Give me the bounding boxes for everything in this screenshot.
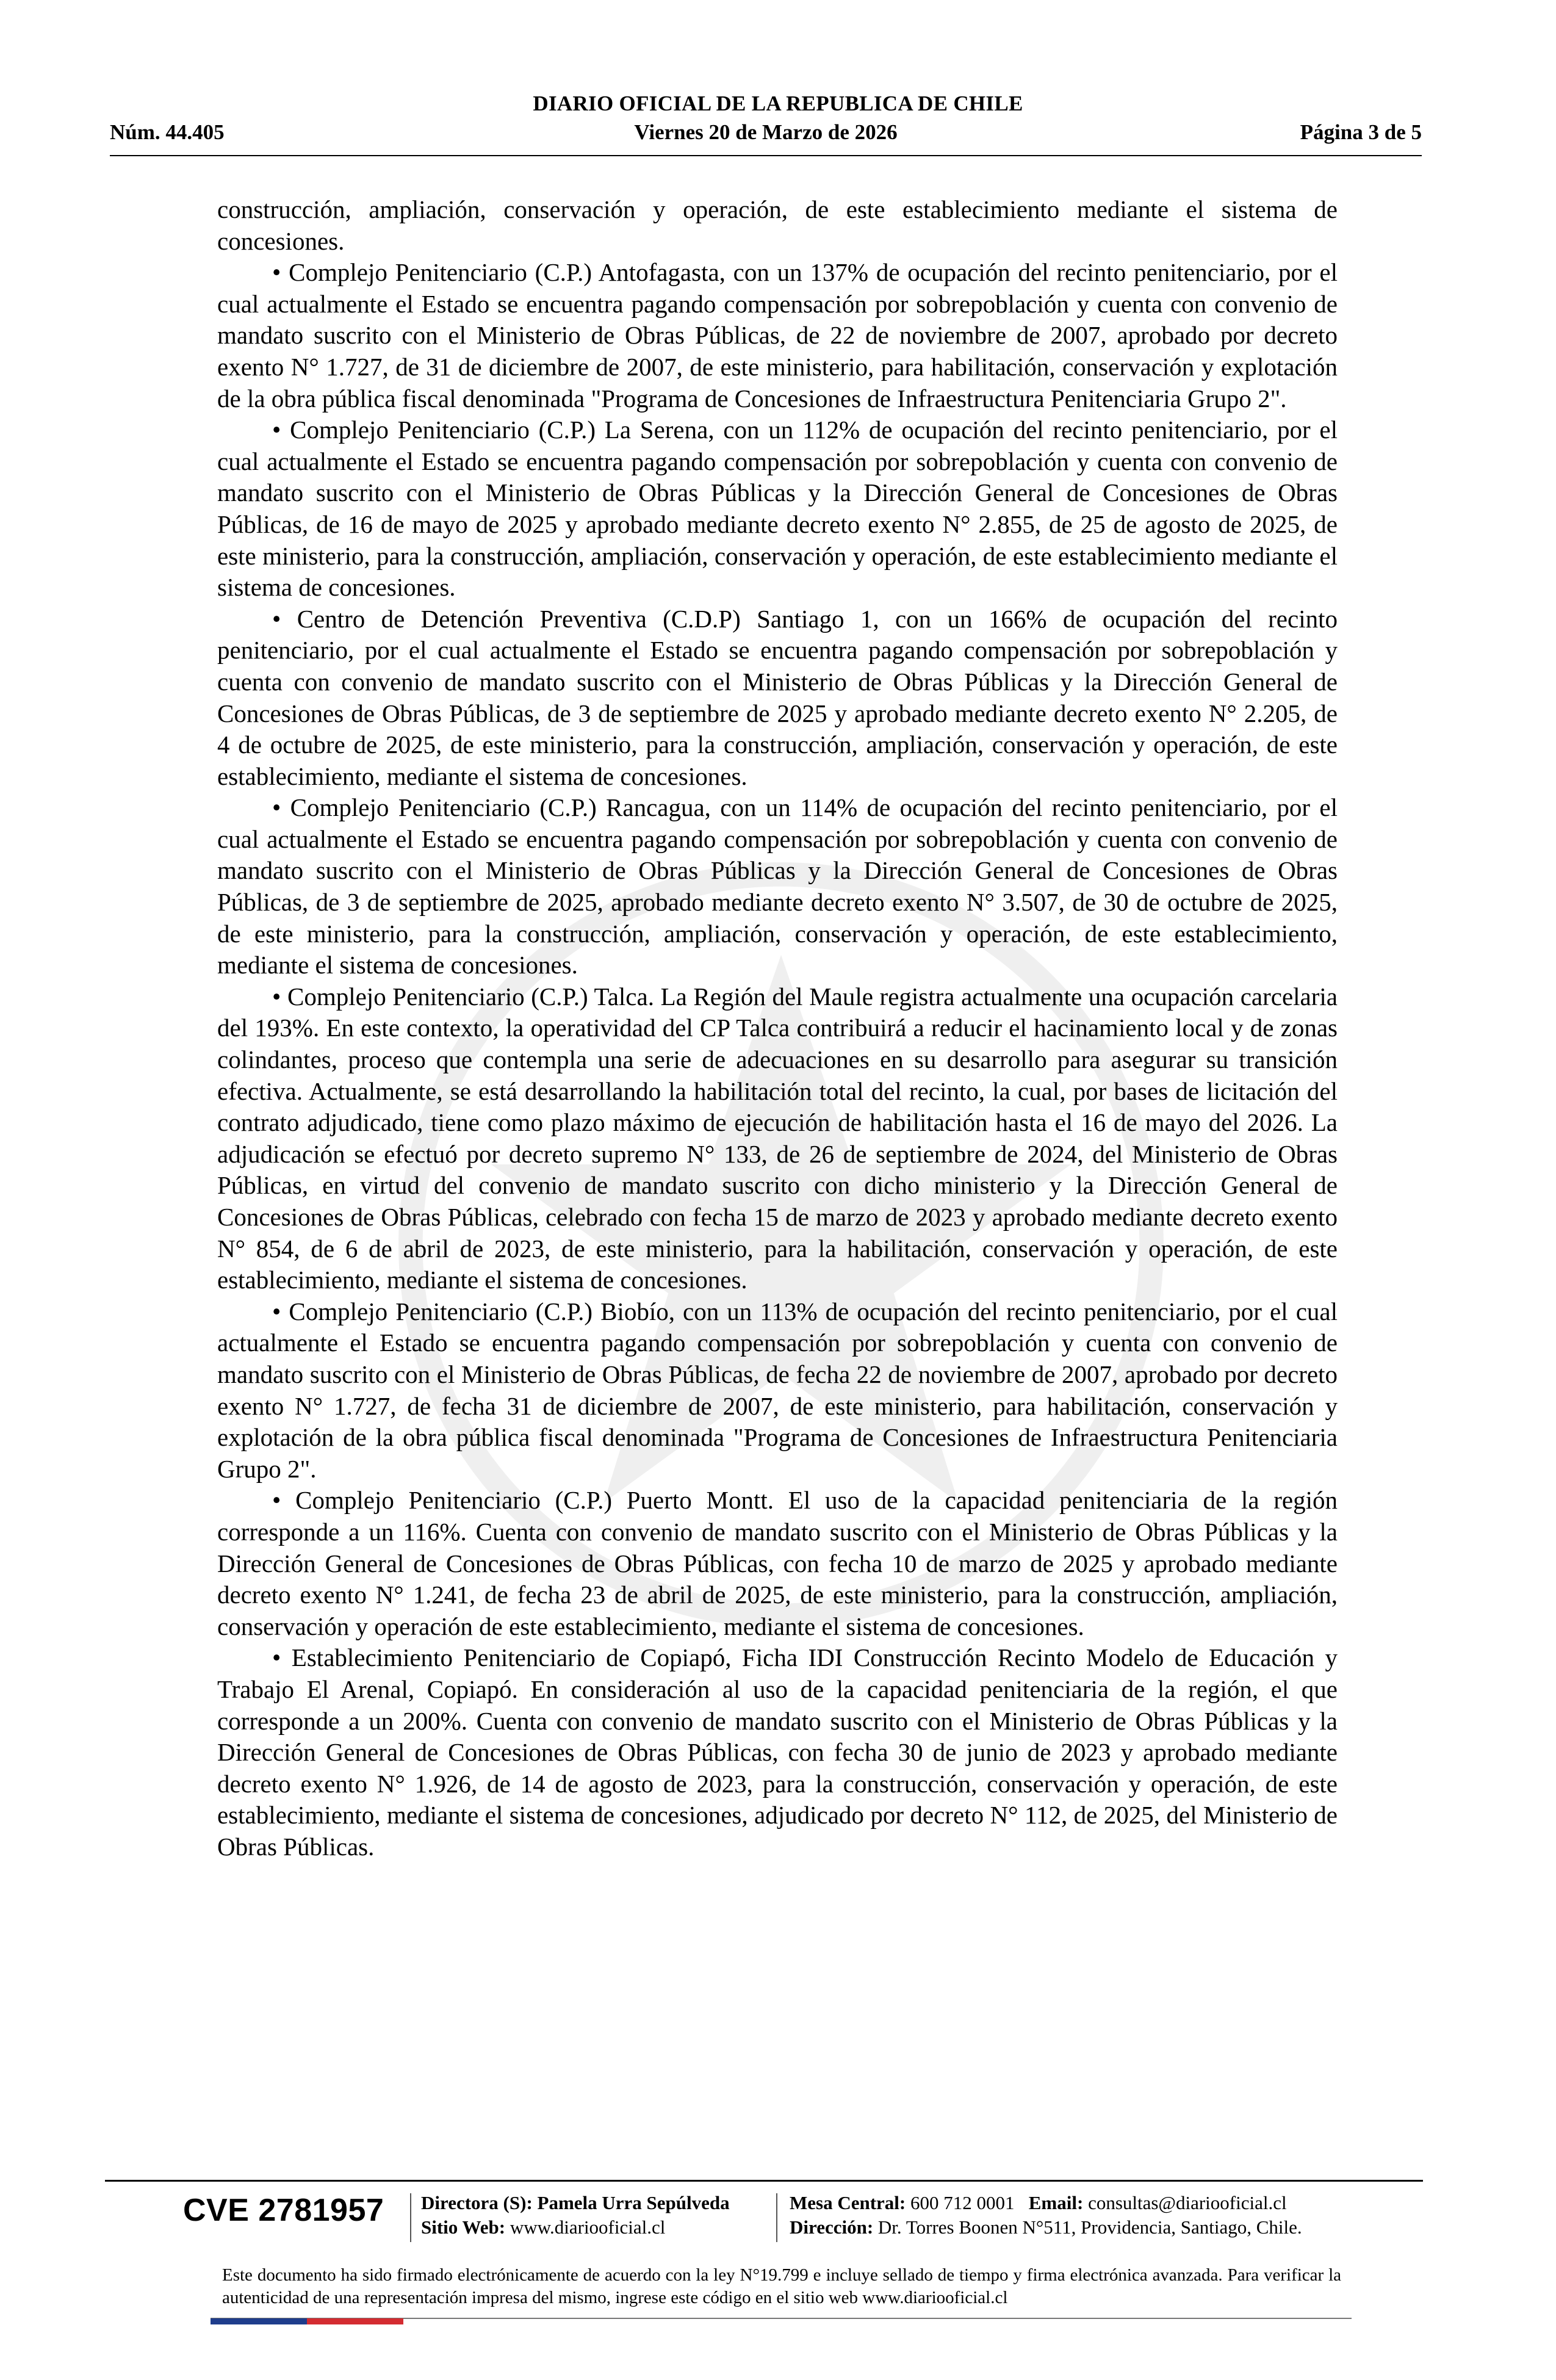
page-indicator: Página 3 de 5 (1300, 120, 1422, 144)
phone-number: 600 712 0001 (910, 2192, 1015, 2213)
legal-notice: Este documento ha sido firmado electrónicamente de acuerdo con la ley N°19.799 e incluye sellado de tiempo y firma electrónica avanzada. Para verificar la autenticidad de una representación impresa del mismo, ingrese este código en el sitio web www.diariooficial.cl (222, 2265, 1341, 2307)
email-link[interactable]: consultas@diariooficial.cl (1088, 2192, 1287, 2213)
list-item-talca: • Complejo Penitenciario (C.P.) Talca. La Región del Maule registra actualmente una ocupación carcelaria del 193%. En este contexto, la operatividad del CP Talca contribuirá a reducir el hacinamiento local y de zonas colindantes, proceso que contempla una serie de adecuaciones en su desarrollo para asegurar su transición efectiva. Actualmente, se está desarrollando la habilitación total del recinto, la cual, por bases de licitación del contrato adjudicado, tiene como plazo máximo de ejecución de habilitación hasta el 16 de mayo del 2026. La adjudicación se efectuó por decreto supremo N° 133, de 26 de septiembre de 2024, del Ministerio de Obras Públicas, en virtud del convenio de mandato suscrito con dicho ministerio y la Dirección General de Concesiones de Obras Públicas, celebrado con fecha 15 de marzo de 2023 y aprobado mediante decreto exento N° 854, de 6 de abril de 2023, de este ministerio, para la habilitación, conservación y operación, de este establecimiento, mediante el sistema de concesiones. (217, 982, 1338, 1294)
paragraph-continuation: construcción, ampliación, conservación y operación, de este establecimiento mediante el sistema de concesiones. (217, 195, 1338, 255)
list-item-biobio: • Complejo Penitenciario (C.P.) Biobío, con un 113% de ocupación del recinto penitenciario, por el cual actualmente el Estado se encuentra pagando compensación por sobrepoblación y cuenta con convenio de mandato suscrito con el Ministerio de Obras Públicas, de fecha 22 de noviembre de 2007, aprobado por decreto exento N° 1.727, de fecha 31 de diciembre de 2007, de este ministerio, para habilitación, conservación y explotación de la obra pública fiscal denominada "Programa de Concesiones de Infraestructura Penitenciaria Grupo 2". (217, 1297, 1338, 1483)
cve-code: CVE 2781957 (183, 2193, 384, 2228)
director-label: Directora (S): (421, 2192, 533, 2213)
list-item-santiago-1: • Centro de Detención Preventiva (C.D.P) Santiago 1, con un 166% de ocupación del recinto penitenciario, por el cual actualmente el Estado se encuentra pagando compensación por sobrepoblación y cuenta con convenio de mandato suscrito con el Ministerio de Obras Públicas y la Dirección General de Concesiones de Obras Públicas, de 3 de septiembre de 2025 y aprobado mediante decreto exento N° 2.205, de 4 de octubre de 2025, de este ministerio, para la construcción, ampliación, conservación y operación, de este establecimiento, mediante el sistema de concesiones. (217, 604, 1338, 790)
site-label: Sitio Web: (421, 2216, 506, 2238)
list-item-antofagasta: • Complejo Penitenciario (C.P.) Antofagasta, con un 137% de ocupación del recinto penitenciario, por el cual actualmente el Estado se encuentra pagando compensación por sobrepoblación y cuenta con convenio de mandato suscrito con el Ministerio de Obras Públicas, de 22 de noviembre de 2007, aprobado por decreto exento N° 1.727, de 31 de diciembre de 2007, de este ministerio, para habilitación, conservación y explotación de la obra pública fiscal denominada "Programa de Concesiones de Infraestructura Penitenciaria Grupo 2". (217, 258, 1338, 413)
phone-label: Mesa Central: (790, 2192, 906, 2213)
list-item-la-serena: • Complejo Penitenciario (C.P.) La Serena, con un 112% de ocupación del recinto penitenciario, por el cual actualmente el Estado se encuentra pagando compensación por sobrepoblación y cuenta con convenio de mandato suscrito con el Ministerio de Obras Públicas y la Dirección General de Concesiones de Obras Públicas, de 16 de mayo de 2025 y aprobado mediante decreto exento N° 2.855, de 25 de agosto de 2025, de este ministerio, para la construcción, ampliación, conservación y operación, de este establecimiento mediante el sistema de concesiones. (217, 416, 1338, 602)
address-text: Dr. Torres Boonen N°511, Providencia, Santiago, Chile. (877, 2216, 1302, 2238)
newspaper-title: DIARIO OFICIAL DE LA REPUBLICA DE CHILE (533, 92, 1023, 115)
site-link[interactable]: www.diariooficial.cl (510, 2216, 666, 2238)
header-row (110, 120, 1422, 151)
list-item-puerto-montt: • Complejo Penitenciario (C.P.) Puerto Montt. El uso de la capacidad penitenciaria de la región corresponde a un 116%. Cuenta con convenio de mandato suscrito con el Ministerio de Obras Públicas y la Dirección General de Concesiones de Obras Públicas, con fecha 10 de marzo de 2025 y aprobado mediante decreto exento N° 1.241, de fecha 23 de abril de 2025, de este ministerio, para la construcción, ampliación, conservación y operación de este establecimiento, mediante el sistema de concesiones. (217, 1486, 1338, 1640)
footer-divider (105, 2180, 1423, 2182)
footer-separator (776, 2193, 777, 2242)
email-label: Email: (1028, 2192, 1084, 2213)
issue-number: Núm. 44.405 (110, 120, 225, 144)
footer-contact-block (790, 2191, 1302, 2240)
director-name: Pamela Urra Sepúlveda (537, 2192, 730, 2213)
header-divider (110, 155, 1422, 156)
flag-stripe-red (307, 2318, 403, 2324)
address-label: Dirección: (790, 2216, 874, 2238)
flag-stripe-blue (211, 2318, 307, 2324)
footer-director-block (421, 2191, 730, 2240)
list-item-rancagua: • Complejo Penitenciario (C.P.) Rancagua, con un 114% de ocupación del recinto penitenciario, por el cual actualmente el Estado se encuentra pagando compensación por sobrepoblación y cuenta con convenio de mandato suscrito con el Ministerio de Obras Públicas y la Dirección General de Concesiones de Obras Públicas, de 3 de septiembre de 2025, aprobado mediante decreto exento N° 3.507, de 30 de octubre de 2025, de este ministerio, para la construcción, ampliación, conservación y operación, de este establecimiento, mediante el sistema de concesiones. (217, 793, 1338, 979)
document-body (217, 194, 1338, 1863)
issue-date: Viernes 20 de Marzo de 2026 (634, 120, 898, 144)
list-item-copiapo: • Establecimiento Penitenciario de Copiapó, Ficha IDI Construcción Recinto Modelo de Educación y Trabajo El Arenal, Copiapó. En consideración al uso de la capacidad penitenciaria de la región, el que corresponde a un 200%. Cuenta con convenio de mandato suscrito con el Ministerio de Obras Públicas y la Dirección General de Concesiones de Obras Públicas, con fecha 30 de junio de 2023 y aprobado mediante decreto exento N° 1.926, de 14 de agosto de 2023, para la construcción, conservación y operación, de este establecimiento, mediante el sistema de concesiones, adjudicado por decreto N° 112, de 2025, del Ministerio de Obras Públicas. (217, 1643, 1338, 1861)
footer-separator (410, 2193, 411, 2242)
